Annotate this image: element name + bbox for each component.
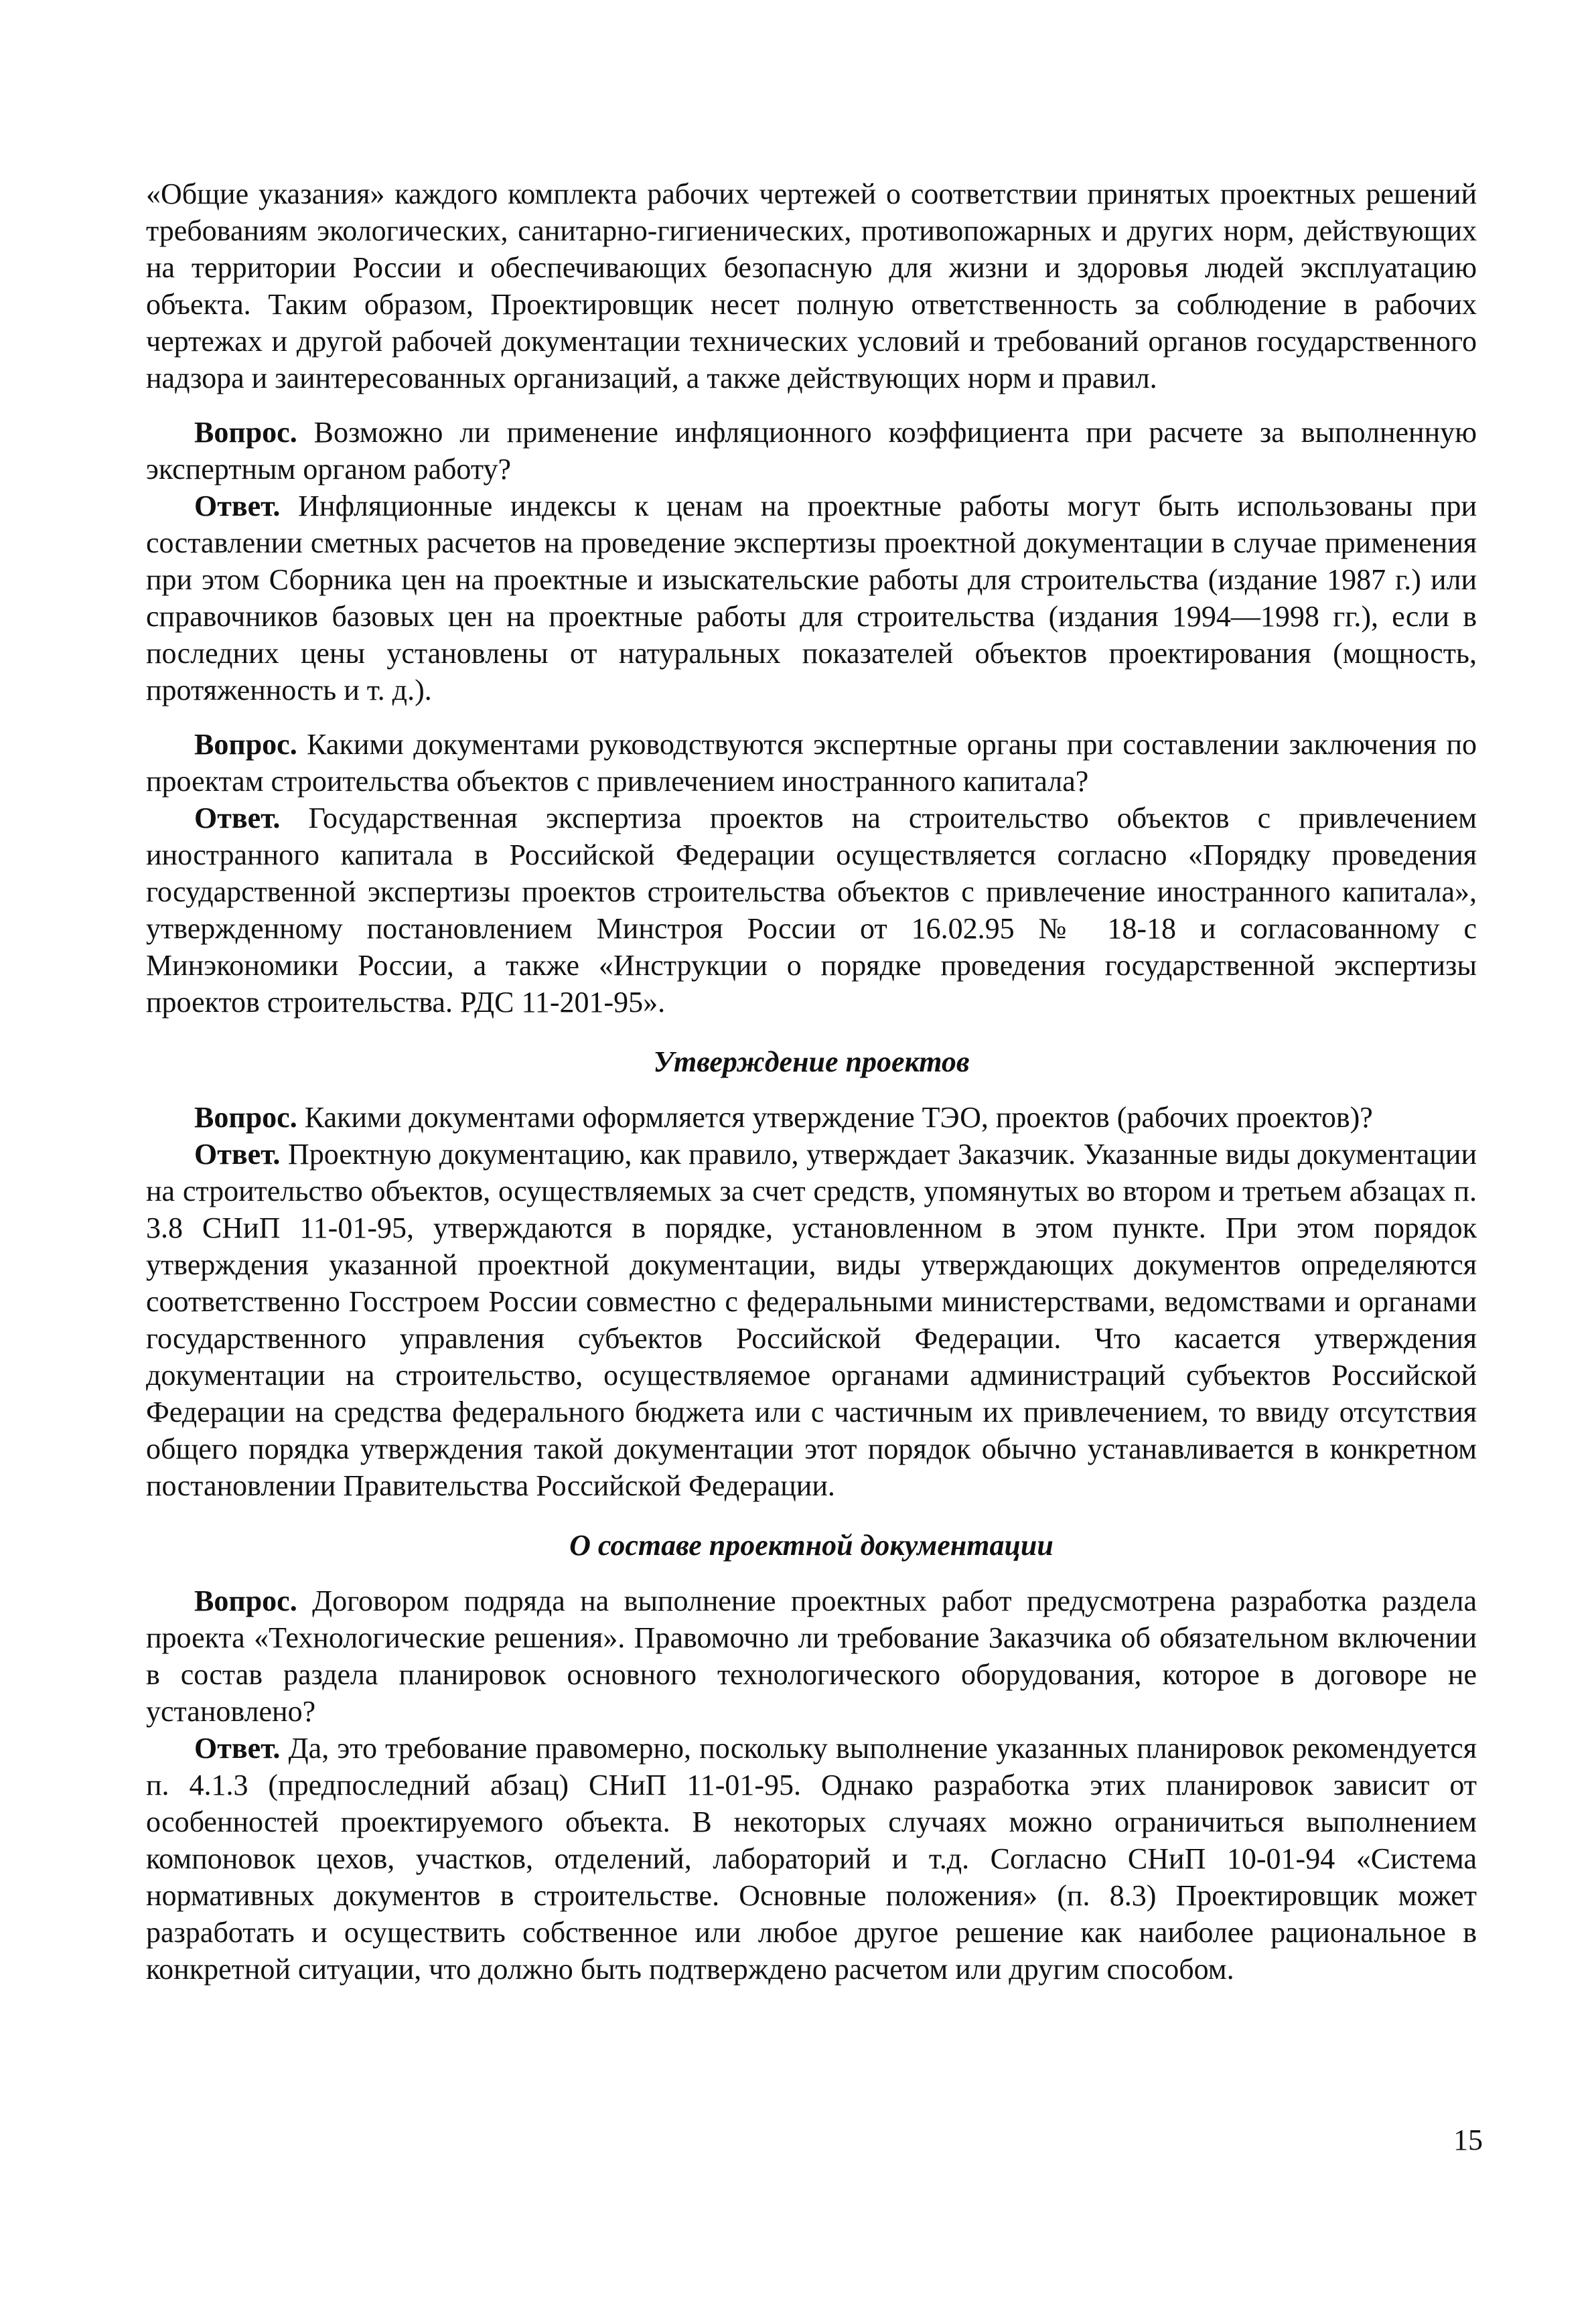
question-text: Договором подряда на выполнение проектных работ предусмотрена разработка раздела проекта «Технологические решения». Правомочно ли требование Заказчика об обязательном включении в состав раздела планировок основного технологического оборудования, которое в договоре не установлено? bbox=[146, 1584, 1477, 1728]
qa-block-4 bbox=[146, 1582, 1477, 1988]
answer-label: Ответ. bbox=[194, 490, 281, 522]
question-paragraph bbox=[146, 1582, 1477, 1730]
qa-block-1 bbox=[146, 414, 1477, 709]
answer-text: Государственная экспертиза проектов на строительство объектов с привлечением иностранного капитала в Российской Федерации осуществляется согласно «Порядку проведения государственной экспертизы проектов строительства объектов с привлечение иностранного капитала», утвержденному постановлением Минстроя России от 16.02.95 № 18-18 и согласованному с Минэкономики России, а также «Инструкции о порядке проведения государственной экспертизы проектов строительства. РДС 11-201-95». bbox=[146, 802, 1477, 1019]
answer-paragraph bbox=[146, 800, 1477, 1021]
question-paragraph bbox=[146, 1099, 1477, 1136]
question-text: Какими документами руководствуются экспертные органы при составлении заключения по проектам строительства объектов с привлечением иностранного капитала? bbox=[146, 728, 1477, 798]
answer-label: Ответ. bbox=[194, 1732, 281, 1765]
answer-paragraph bbox=[146, 488, 1477, 709]
question-label: Вопрос. bbox=[194, 1584, 297, 1617]
question-paragraph bbox=[146, 726, 1477, 800]
answer-text: Инфляционные индексы к ценам на проектные работы могут быть использованы при составлении сметных расчетов на проведение экспертизы проектной документации в случае применения при этом Сборника цен на проектные и изыскательские работы для строительства (издание 1987 г.) или справочников базовых цен на проектные работы для строительства (издания 1994—1998 гг.), если в последних цены установлены от натуральных показателей объектов проектирования (мощность, протяженность и т. д.). bbox=[146, 490, 1477, 707]
answer-label: Ответ. bbox=[194, 1138, 281, 1171]
question-paragraph bbox=[146, 414, 1477, 488]
qa-block-3 bbox=[146, 1099, 1477, 1504]
intro-block bbox=[146, 175, 1477, 396]
section-heading-composition: О составе проектной документации bbox=[569, 1529, 1054, 1562]
answer-text: Да, это требование правомерно, поскольку выполнение указанных планировок рекомендуется п. 4.1.3 (предпоследний абзац) СНиП 11-01-95. Однако разработка этих планировок зависит от особенностей проектируемого объекта. В некоторых случаях можно ограничиться выполнением компоновок цехов, участков, отделений, лабораторий и т.д. Согласно СНиП 10-01-94 «Система нормативных документов в строительстве. Основные положения» (п. 8.3) Проектировщик может разработать и осуществить собственное или любое другое решение как наиболее рациональное в конкретной ситуации, что должно быть подтверждено расчетом или другим способом. bbox=[146, 1732, 1477, 1986]
answer-paragraph bbox=[146, 1730, 1477, 1988]
intro-paragraph: «Общие указания» каждого комплекта рабочих чертежей о соответствии принятых проектных решений требованиям экологических, санитарно-гигиенических, противопожарных и других норм, действующих на территории России и обеспечивающих безопасную для жизни и здоровья людей эксплуатацию объекта. Таким образом, Проектировщик несет полную ответственность за соблюдение в рабочих чертежах и другой рабочей документации технических условий и требований органов государственного надзора и заинтересованных организаций, а также действующих норм и правил. bbox=[146, 177, 1477, 394]
question-label: Вопрос. bbox=[194, 1101, 297, 1134]
question-label: Вопрос. bbox=[194, 416, 297, 449]
answer-label: Ответ. bbox=[194, 802, 281, 834]
answer-paragraph bbox=[146, 1136, 1477, 1504]
question-text: Возможно ли применение инфляционного коэффициента при расчете за выполненную экспертным органом работу? bbox=[146, 416, 1477, 486]
question-label: Вопрос. bbox=[194, 728, 297, 761]
page-number: 15 bbox=[1453, 2124, 1483, 2156]
qa-block-2 bbox=[146, 726, 1477, 1021]
section-heading-approval: Утверждение проектов bbox=[653, 1045, 970, 1078]
question-text: Какими документами оформляется утверждение ТЭО, проектов (рабочих проектов)? bbox=[304, 1101, 1373, 1134]
answer-text: Проектную документацию, как правило, утверждает Заказчик. Указанные виды документации на строительство объектов, осуществляемых за счет средств, упомянутых во втором и третьем абзацах п. 3.8 СНиП 11-01-95, утверждаются в порядке, установленном в этом пункте. При этом порядок утверждения указанной проектной документации, виды утверждающих документов определяются соответственно Госстроем России совместно с федеральными министерствами, ведомствами и органами государственного управления субъектов Российской Федерации. Что касается утверждения документации на строительство, осуществляемое органами администраций субъектов Российской Федерации на средства федерального бюджета или с частичным их привлечением, то ввиду отсутствия общего порядка утверждения такой документации этот порядок обычно устанавливается в конкретном постановлении Правительства Российской Федерации. bbox=[146, 1138, 1477, 1502]
